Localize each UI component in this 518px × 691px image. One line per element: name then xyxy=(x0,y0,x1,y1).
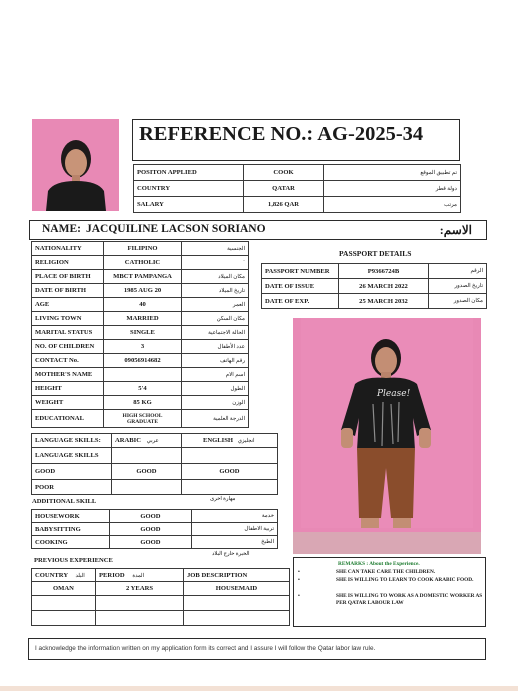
remark-text: SHE CAN TAKE CARE THE CHILDREN. xyxy=(336,569,436,575)
experience-country: OMAN xyxy=(32,582,96,596)
experience-title: PREVIOUS EXPERIENCE xyxy=(34,557,113,564)
personal-arabic: الطول xyxy=(182,382,249,396)
experience-job xyxy=(184,596,290,611)
personal-value: CATHOLIC xyxy=(104,256,182,270)
skill-row xyxy=(32,523,278,536)
skill-value: GOOD xyxy=(110,536,192,549)
passport-row xyxy=(262,264,487,279)
remark-item xyxy=(298,569,483,576)
skill-row xyxy=(32,510,278,523)
language-label: GOOD xyxy=(32,464,112,480)
job-table xyxy=(133,164,461,213)
skill-value: GOOD xyxy=(110,523,192,536)
passport-row xyxy=(262,279,487,294)
experience-period: 2 YEARS xyxy=(96,582,184,596)
job-arabic: تم تطبيق الموقع xyxy=(324,165,461,181)
passport-arabic: مكان الصدور xyxy=(429,294,487,309)
skills-table xyxy=(31,509,278,549)
job-value: QATAR xyxy=(244,181,324,197)
language-arabic-level xyxy=(112,480,182,495)
experience-table xyxy=(31,568,290,626)
personal-arabic: رقم الهاتف xyxy=(182,354,249,368)
language-english-level xyxy=(182,448,278,464)
personal-value: SINGLE xyxy=(104,326,182,340)
language-row xyxy=(32,464,278,480)
personal-arabic: الحالة الاجتماعية xyxy=(182,326,249,340)
personal-arabic: عدد الأطفال xyxy=(182,340,249,354)
period-header: PERIOD xyxy=(99,571,125,579)
skills-title: ADDITIONAL SKILL xyxy=(32,498,97,505)
personal-row xyxy=(32,410,249,428)
personal-value: 1985 AUG 20 xyxy=(104,284,182,298)
full-body-figure xyxy=(293,318,481,554)
job-label: COUNTRY xyxy=(134,181,244,197)
personal-label: EDUCATIONAL xyxy=(32,410,104,428)
job-row xyxy=(134,165,461,181)
bullet-icon: • xyxy=(298,577,300,583)
personal-label: AGE xyxy=(32,298,104,312)
personal-row xyxy=(32,270,249,284)
passport-row xyxy=(262,294,487,309)
personal-label: RELIGION xyxy=(32,256,104,270)
experience-job xyxy=(184,611,290,626)
bullet-icon: • xyxy=(298,569,300,575)
skill-label: BABYSITTING xyxy=(32,523,110,536)
english-column-label: ENGLISH xyxy=(203,437,234,444)
personal-value: 85 KG xyxy=(104,396,182,410)
personal-row xyxy=(32,382,249,396)
personal-value: MARRIED xyxy=(104,312,182,326)
language-arabic-level xyxy=(112,448,182,464)
headshot-figure xyxy=(32,119,119,211)
personal-table xyxy=(31,241,249,428)
personal-row xyxy=(32,242,249,256)
skill-arabic: تربية الاطفال xyxy=(192,523,278,536)
skill-label: HOUSEWORK xyxy=(32,510,110,523)
experience-title-arabic: الخبرة خارج البلاد xyxy=(212,551,250,557)
personal-arabic: الوزن xyxy=(182,396,249,410)
passport-arabic: الرقم xyxy=(429,264,487,279)
passport-title: PASSPORT DETAILS xyxy=(339,249,412,258)
experience-header-row xyxy=(32,569,290,582)
personal-row xyxy=(32,284,249,298)
personal-arabic: مكان السكن xyxy=(182,312,249,326)
experience-period xyxy=(96,611,184,626)
shirt-text: Please! xyxy=(377,389,411,399)
personal-value xyxy=(104,368,182,382)
passport-label: DATE OF EXP. xyxy=(262,294,339,309)
country-header: COUNTRY xyxy=(35,571,68,579)
job-header: JOB DESCRIPTION xyxy=(184,569,290,582)
remark-item xyxy=(298,593,483,607)
personal-value: MBCT PAMPANGA xyxy=(104,270,182,284)
name-label: NAME: xyxy=(42,223,81,235)
country-header-ar: البلد xyxy=(75,572,85,579)
personal-row xyxy=(32,396,249,410)
personal-label: MOTHER'S NAME xyxy=(32,368,104,382)
language-label: POOR xyxy=(32,480,112,495)
experience-row xyxy=(32,596,290,611)
full-body-photo xyxy=(293,318,481,554)
personal-arabic: تاريخ الميلاد xyxy=(182,284,249,298)
language-arabic-level: GOOD xyxy=(112,464,182,480)
personal-label: LIVING TOWN xyxy=(32,312,104,326)
personal-label: MARITAL STATUS xyxy=(32,326,104,340)
skills-title-arabic: مهارة اخرى xyxy=(210,496,236,502)
passport-label: DATE OF ISSUE xyxy=(262,279,339,294)
english-column-ar: انجليزي xyxy=(237,438,255,444)
personal-row xyxy=(32,340,249,354)
remark-text: SHE IS WILLING TO WORK AS A DOMESTIC WORKER AS PER QATAR LABOUR LAW xyxy=(336,593,483,606)
personal-value: 40 xyxy=(104,298,182,312)
personal-value: 5'4 xyxy=(104,382,182,396)
personal-arabic: العمر xyxy=(182,298,249,312)
language-label: LANGUAGE SKILLS xyxy=(32,448,112,464)
experience-row xyxy=(32,611,290,626)
skill-arabic: الطبخ xyxy=(192,536,278,549)
personal-row xyxy=(32,368,249,382)
bullet-icon: • xyxy=(298,593,300,599)
arabic-column-ar: عربي xyxy=(146,438,159,444)
personal-label: NATIONALITY xyxy=(32,242,104,256)
job-label: SALARY xyxy=(134,197,244,213)
language-english-level xyxy=(182,480,278,495)
experience-row xyxy=(32,582,290,596)
experience-country xyxy=(32,611,96,626)
remark-text: SHE IS WILLING TO LEARN TO COOK ARABIC FOOD. xyxy=(336,577,474,583)
skill-arabic: خدمة xyxy=(192,510,278,523)
job-value: COOK xyxy=(244,165,324,181)
personal-row xyxy=(32,312,249,326)
personal-arabic: ` xyxy=(182,256,249,270)
remark-item xyxy=(298,577,483,584)
job-row xyxy=(134,197,461,213)
language-row xyxy=(32,480,278,495)
personal-value: FILIPINO xyxy=(104,242,182,256)
passport-value: 25 MARCH 2032 xyxy=(339,294,429,309)
passport-value: P9366724B xyxy=(339,264,429,279)
personal-arabic: اسم الام xyxy=(182,368,249,382)
acknowledgement-text: I acknowledge the information written on my application form its correct and I assure I will follow the Qatar labor law rule. xyxy=(35,645,376,652)
remarks-title: REMARKS : About the Experience. xyxy=(338,561,420,567)
experience-period xyxy=(96,596,184,611)
name-bar xyxy=(29,220,487,240)
headshot-photo xyxy=(32,119,119,211)
reference-number: REFERENCE NO.: AG-2025-34 xyxy=(139,123,424,145)
personal-value: 3 xyxy=(104,340,182,354)
personal-label: WEIGHT xyxy=(32,396,104,410)
experience-job: HOUSEMAID xyxy=(184,582,290,596)
language-header: LANGUAGE SKILLS: xyxy=(32,434,112,448)
remarks-box xyxy=(293,557,486,627)
passport-table xyxy=(261,263,487,309)
personal-row xyxy=(32,298,249,312)
acknowledgement-box xyxy=(28,638,486,660)
personal-arabic: الجنسية xyxy=(182,242,249,256)
applicant-name: JACQUILINE LACSON SORIANO xyxy=(86,223,266,235)
name-arabic: الاسم: xyxy=(439,223,472,237)
personal-label: CONTACT No. xyxy=(32,354,104,368)
reference-box xyxy=(132,119,460,161)
personal-label: NO. OF CHILDREN xyxy=(32,340,104,354)
personal-row xyxy=(32,256,249,270)
skill-row xyxy=(32,536,278,549)
skill-label: COOKING xyxy=(32,536,110,549)
job-label: POSITON APPLIED xyxy=(134,165,244,181)
page-bottom-edge xyxy=(0,686,518,691)
language-table xyxy=(31,433,278,495)
passport-value: 26 MARCH 2022 xyxy=(339,279,429,294)
passport-arabic: تاريخ الصدور xyxy=(429,279,487,294)
arabic-column-label: ARABIC xyxy=(115,437,142,444)
personal-label: PLACE OF BIRTH xyxy=(32,270,104,284)
language-english-level: GOOD xyxy=(182,464,278,480)
skill-value: GOOD xyxy=(110,510,192,523)
personal-arabic: مكان الميلاد xyxy=(182,270,249,284)
period-header-ar: المدة xyxy=(132,572,145,579)
language-row xyxy=(32,448,278,464)
personal-label: DATE OF BIRTH xyxy=(32,284,104,298)
personal-row xyxy=(32,354,249,368)
personal-row xyxy=(32,326,249,340)
language-header-row xyxy=(32,434,278,448)
passport-label: PASSPORT NUMBER xyxy=(262,264,339,279)
job-row xyxy=(134,181,461,197)
job-arabic: دولة قطر xyxy=(324,181,461,197)
personal-arabic: الدرجة العلمية xyxy=(182,410,249,428)
personal-label: HEIGHT xyxy=(32,382,104,396)
experience-country xyxy=(32,596,96,611)
personal-value: 09056914682 xyxy=(104,354,182,368)
job-arabic: مرتب xyxy=(324,197,461,213)
job-value: 1,826 QAR xyxy=(244,197,324,213)
personal-value: HIGH SCHOOL GRADUATE xyxy=(122,412,163,425)
